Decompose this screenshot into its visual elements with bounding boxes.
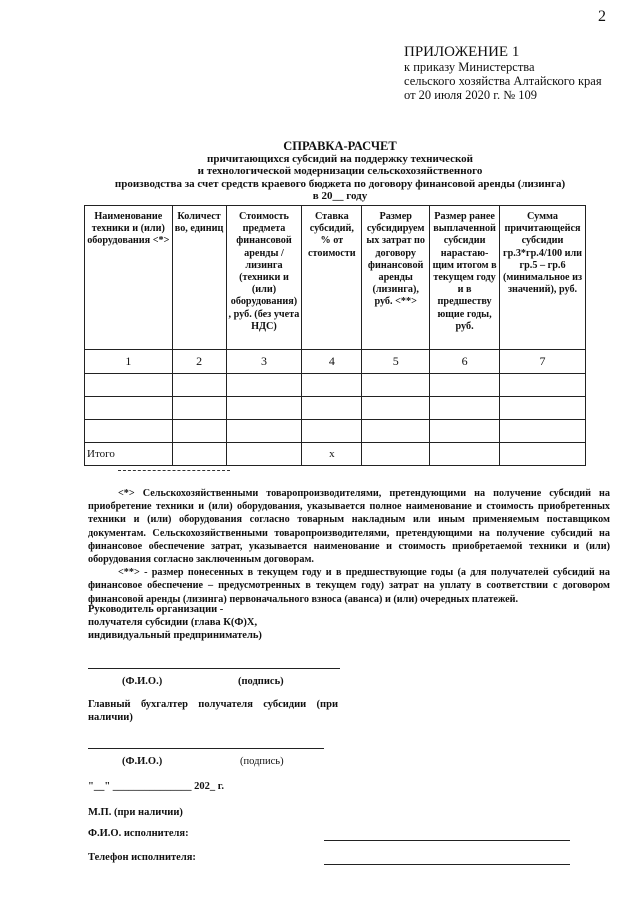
column-number: 1 (85, 350, 173, 374)
column-number: 4 (302, 350, 362, 374)
page-number: 2 (598, 8, 606, 25)
appendix-line: сельского хозяйства Алтайского края (404, 74, 602, 88)
total-row (85, 443, 586, 466)
footnote-separator (118, 470, 230, 471)
phone-label: Телефон исполнителя: (88, 852, 196, 863)
header-cell: Количест во, единиц (172, 206, 226, 350)
header-cell: Сумма причитающейся субсидии гр.3*гр.4/100 или гр.5 – гр.6 (минимальное из значений), руб. (500, 206, 586, 350)
column-number: 7 (500, 350, 586, 374)
table-row (85, 374, 586, 397)
footnotes (88, 487, 610, 606)
executor-line (324, 840, 570, 841)
sign-caption: (подпись) (238, 676, 284, 687)
signature-line (88, 748, 324, 749)
sign-caption: (подпись) (240, 756, 284, 767)
accountant-label: Главный бухгалтер получателя субсидии (при наличии) (88, 699, 338, 723)
fio-caption: (Ф.И.О.) (122, 676, 163, 687)
title-line: и технологической модернизации сельскохозяйственного (197, 165, 483, 177)
sig-line: индивидуальный предприниматель) (88, 630, 262, 641)
total-label: Итого (85, 443, 173, 466)
header-cell: Ставка субсидий, % от стоимости (302, 206, 362, 350)
column-number: 3 (226, 350, 302, 374)
head-signature-label (88, 603, 262, 642)
footnote: <*> Сельскохозяйственными товаропроизводителями, претендующими на получение субсидий на приобретение техники и (или) оборудования, указывается полное наименование и стоимость приобретенных техники и (или) оборудования согласно товарным накладным или иным применяемым поставщиком документам. Сельскохозяйственными товаропроизводителями, претендующими на получение субсидий на финансовое обеспечение затрат, указывается наименование и стоимость приобретаемой техники и (или) оборудования согласно заключенным договорам. (88, 488, 610, 566)
footnote: <**> - размер понесенных в текущем году и в предшествующие годы (а для получателей субсидий на финансовое обеспечение – предусмотренных в текущем году) затрат на уплату в соответствии с договором финансовой аренды (лизинга) первоначального взноса (аванса) и (или) очередных платежей. (88, 567, 610, 605)
title-line: в 20__ году (312, 190, 368, 202)
date-field: "__" _______________ 202_ г. (88, 781, 224, 792)
header-row (85, 206, 586, 350)
phone-line (324, 864, 570, 865)
title-line: причитающихся субсидий на поддержку технической (207, 152, 473, 165)
appendix-line: от 20 июля 2020 г. № 109 (404, 88, 538, 102)
title-line: производства за счет средств краевого бюджета по договору финансовой аренды (лизинга) (114, 177, 566, 190)
document-title (90, 140, 590, 203)
column-number: 2 (172, 350, 226, 374)
executor-label: Ф.И.О. исполнителя: (88, 828, 189, 839)
appendix-line: к приказу Министерства (404, 60, 535, 74)
signature-line (88, 668, 340, 669)
total-rate-cell: х (302, 443, 362, 466)
table-row (85, 397, 586, 420)
table-row (85, 420, 586, 443)
sig-line: Руководитель организации - (88, 604, 224, 615)
column-number: 5 (362, 350, 430, 374)
appendix-title: ПРИЛОЖЕНИЕ 1 (404, 44, 520, 60)
fio-caption: (Ф.И.О.) (122, 756, 163, 767)
header-cell: Наименование техники и (или) оборудования <*> (85, 206, 173, 350)
stamp-label: М.П. (при наличии) (88, 807, 183, 818)
appendix-block (404, 44, 602, 102)
header-cell: Размер ранее выплаченной субсидии нарастаю- щим итогом в текущем году и в предшеству ющие годы, руб. (430, 206, 500, 350)
title-heading: СПРАВКА-РАСЧЕТ (283, 139, 397, 153)
column-number-row (85, 350, 586, 374)
column-number: 6 (430, 350, 500, 374)
sig-line: получателя субсидии (глава К(Ф)Х, (88, 617, 258, 628)
header-cell: Стоимость предмета финансовой аренды / лизинга (техники и (или) оборудования) , руб. (без учета НДС) (226, 206, 302, 350)
calculation-table (84, 205, 586, 466)
header-cell: Размер субсидируем ых затрат по договору финансовой аренды (лизинга), руб. <**> (362, 206, 430, 350)
